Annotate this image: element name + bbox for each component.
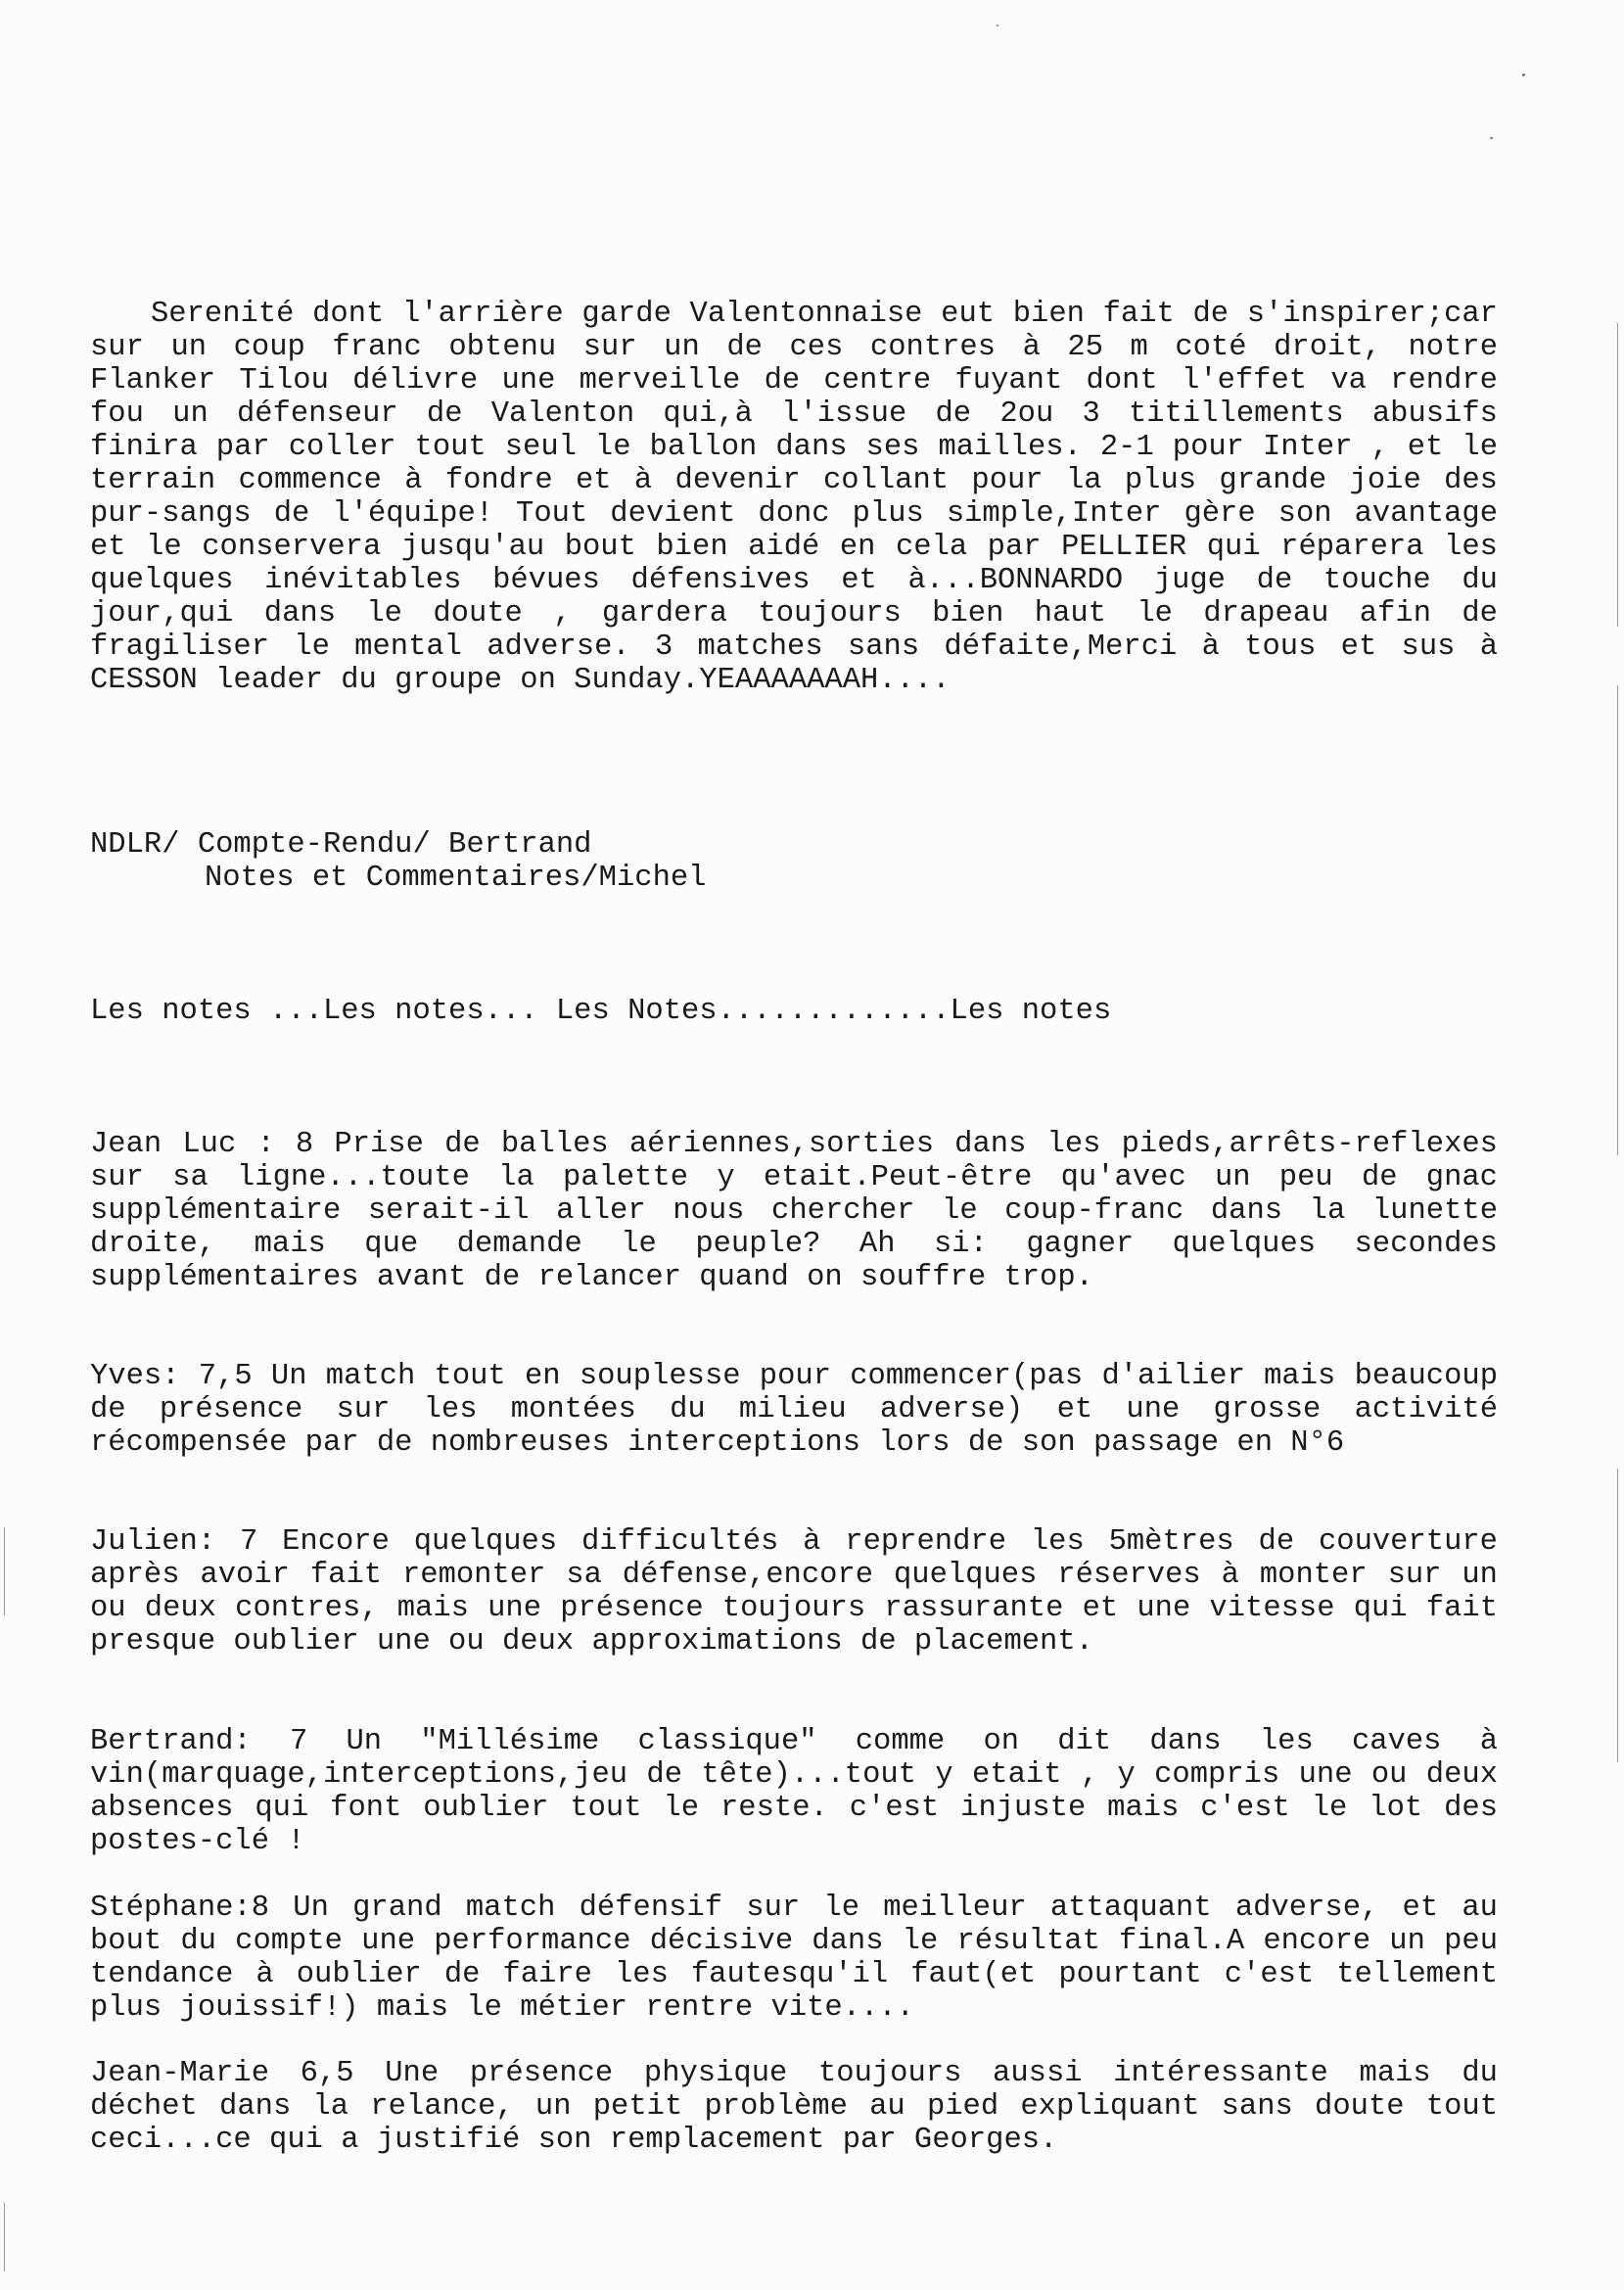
credits xyxy=(90,828,1498,895)
scan-edge-line xyxy=(1617,685,1618,1155)
player-rating-bertrand: Bertrand: 7 Un "Millésime classique" comme on dit dans les caves à vin(marquage,interceptions,jeu de tête)...tout y etait , y compris une ou deux absences qui font oublier tout le reste. c'est injuste mais c'est le lot des postes-clé ! xyxy=(90,1725,1498,1858)
scan-edge-line xyxy=(1617,1469,1618,1762)
player-rating-yves: Yves: 7,5 Un match tout en souplesse pour commencer(pas d'ailier mais beaucoup de présence sur les montées du milieu adverse) et une grosse activité récompensée par de nombreuses interceptions lors de son passage en N°6 xyxy=(90,1360,1498,1460)
scan-speck xyxy=(997,24,998,26)
credits-author: NDLR/ Compte-Rendu/ Bertrand xyxy=(90,828,592,862)
player-rating-stephane: Stéphane:8 Un grand match défensif sur le meilleur attaquant adverse, et au bout du compte une performance décisive dans le résultat final.A encore un peu tendance à oublier de faire les fautesqu'il faut(et pourtant c'est tellement plus jouissif!) mais le métier rentre vite.... xyxy=(90,1892,1498,2025)
scan-speck xyxy=(1522,73,1525,76)
match-report-paragraph: Serenité dont l'arrière garde Valentonnaise eut bien fait de s'inspirer;car sur un coup franc obtenu sur un de ces contres à 25 m coté droit, notre Flanker Tilou délivre une merveille de centre fuyant dont l'effet va rendre fou un défenseur de Valenton qui,à l'issue de 2ou 3 titillements abusifs finira par coller tout seul le ballon dans ses mailles. 2-1 pour Inter , et le terrain commence à fondre et à devenir collant pour la plus grande joie des pur-sangs de l'équipe! Tout devient donc plus simple,Inter gère son avantage et le conservera jusqu'au bout bien aidé en cela par PELLIER qui réparera les quelques inévitables bévues défensives et à...BONNARDO juge de touche du jour,qui dans le doute , gardera toujours bien haut le drapeau afin de fragiliser le mental adverse. 3 matches sans défaite,Merci à tous et sus à CESSON leader du groupe on Sunday.YEAAAAAAAH.... xyxy=(90,298,1498,697)
scan-edge-line xyxy=(4,2203,5,2271)
player-rating-jean-luc: Jean Luc : 8 Prise de balles aériennes,sorties dans les pieds,arrêts-reflexes sur sa ligne...toute la palette y etait.Peut-être qu'avec un peu de gnac supplémentaire serait-il aller nous chercher le coup-franc dans la lunette droite, mais que demande le peuple? Ah si: gagner quelques secondes supplémentaires avant de relancer quand on souffre trop. xyxy=(90,1128,1498,1294)
scan-edge-line xyxy=(4,1527,5,1615)
player-rating-jean-marie: Jean-Marie 6,5 Une présence physique toujours aussi intéressante mais du déchet dans la relance, un petit problème au pied expliquant sans doute tout ceci...ce qui a justifié son remplacement par Georges. xyxy=(90,2057,1498,2157)
player-rating-julien: Julien: 7 Encore quelques difficultés à reprendre les 5mètres de couverture après avoir fait remonter sa défense,encore quelques réserves à monter sur un ou deux contres, mais une présence toujours rassurante et une vitesse qui fait presque oublier une ou deux approximations de placement. xyxy=(90,1525,1498,1659)
credits-notes-author: Notes et Commentaires/Michel xyxy=(205,862,707,895)
notes-heading: Les notes ...Les notes... Les Notes.............Les notes xyxy=(90,995,1112,1028)
scan-speck xyxy=(1490,137,1493,139)
scan-edge-line xyxy=(1617,323,1618,627)
